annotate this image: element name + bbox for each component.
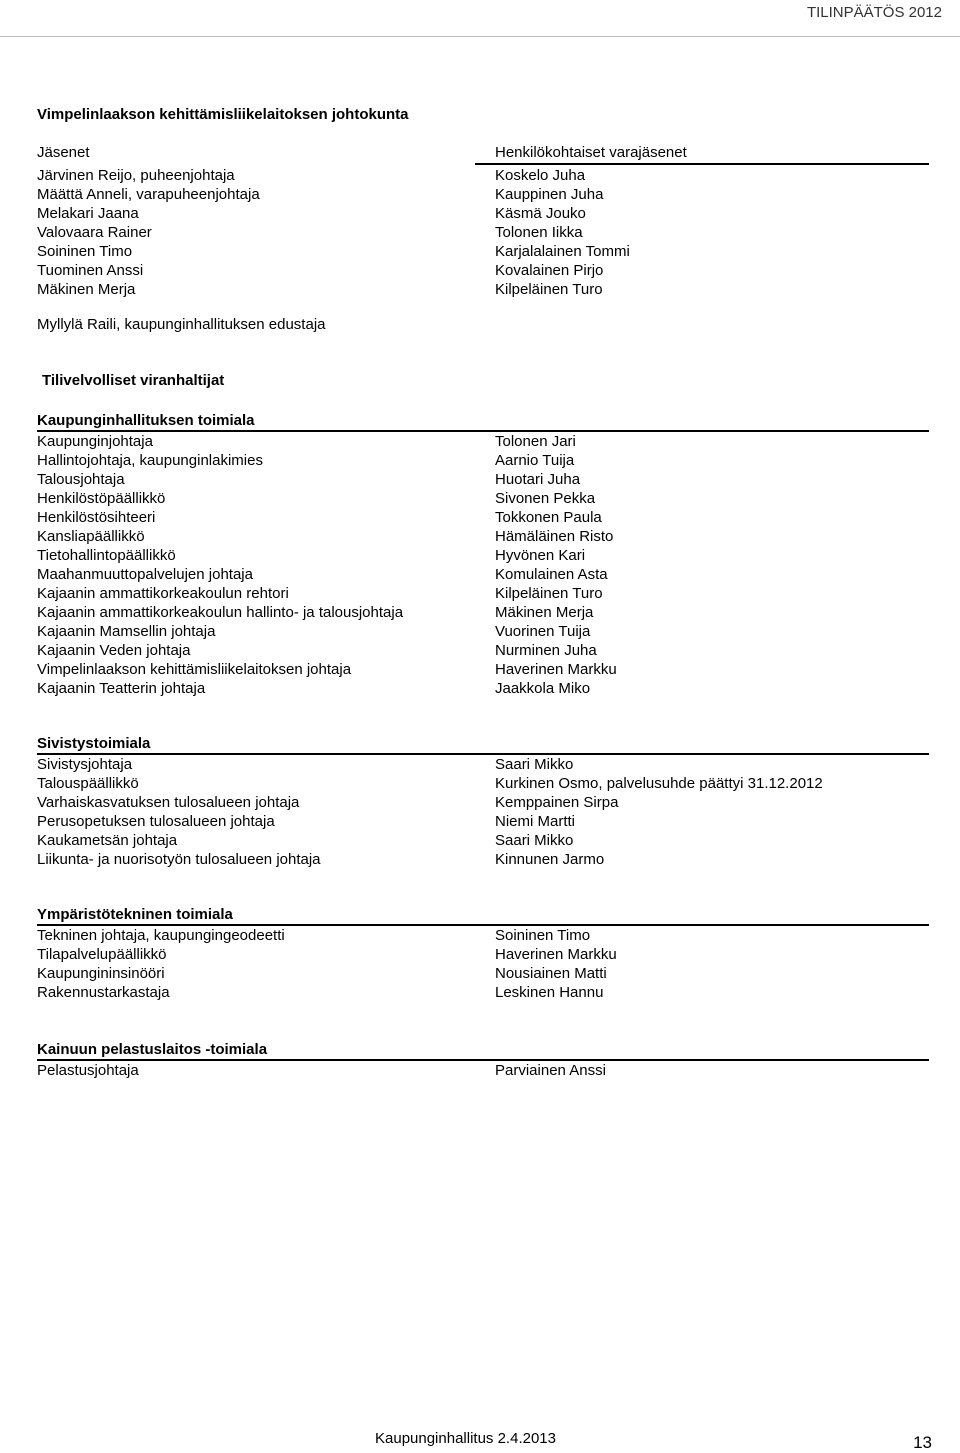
table-row bbox=[37, 470, 929, 489]
table-row bbox=[37, 812, 929, 831]
table-row bbox=[37, 945, 929, 964]
board-title: Vimpelinlaakson kehittämisliikelaitoksen johtokunta bbox=[37, 106, 409, 123]
list-item: Käsmä Jouko bbox=[495, 205, 586, 222]
position-title: Tekninen johtaja, kaupungingeodeetti bbox=[37, 927, 285, 944]
table-row bbox=[37, 755, 929, 774]
table-row bbox=[37, 964, 929, 983]
table-row bbox=[37, 983, 929, 1002]
table-row bbox=[37, 850, 929, 869]
list-item: Valovaara Rainer bbox=[37, 224, 152, 241]
section-kaupunginhallitus bbox=[37, 411, 929, 698]
list-item: Mäkinen Merja bbox=[37, 281, 136, 298]
list-item: Soininen Timo bbox=[37, 243, 133, 260]
section-pelastus bbox=[37, 1040, 929, 1080]
position-title: Tietohallintopäällikkö bbox=[37, 547, 176, 564]
position-title: Talouspäällikkö bbox=[37, 775, 139, 792]
accountable-title: Tilivelvolliset viranhaltijat bbox=[42, 372, 225, 389]
section-rows bbox=[37, 755, 929, 869]
list-item: Järvinen Reijo, puheenjohtaja bbox=[37, 167, 235, 184]
position-title: Kajaanin Teatterin johtaja bbox=[37, 680, 206, 697]
office-holder: Parviainen Anssi bbox=[495, 1062, 606, 1079]
board-columns bbox=[37, 143, 929, 301]
office-holder: Jaakkola Miko bbox=[495, 680, 591, 697]
table-row bbox=[37, 926, 929, 945]
office-holder: Hyvönen Kari bbox=[495, 547, 586, 564]
list-item: Tolonen Iikka bbox=[495, 224, 583, 241]
office-holder: Saari Mikko bbox=[495, 756, 574, 773]
position-title: Henkilöstösihteeri bbox=[37, 509, 156, 526]
office-holder: Hämäläinen Risto bbox=[495, 528, 614, 545]
office-holder: Aarnio Tuija bbox=[495, 452, 575, 469]
position-title: Henkilöstöpäällikkö bbox=[37, 490, 166, 507]
section-title: Kainuun pelastuslaitos -toimiala bbox=[37, 1041, 268, 1058]
table-row bbox=[37, 489, 929, 508]
table-row bbox=[37, 603, 929, 622]
office-holder: Tolonen Jari bbox=[495, 433, 576, 450]
section-title: Kaupunginhallituksen toimiala bbox=[37, 412, 255, 429]
table-row bbox=[37, 508, 929, 527]
position-title: Pelastusjohtaja bbox=[37, 1062, 139, 1079]
section-title: Sivistystoimiala bbox=[37, 735, 151, 752]
office-holder: Tokkonen Paula bbox=[495, 509, 602, 526]
list-item: Tuominen Anssi bbox=[37, 262, 144, 279]
table-row bbox=[37, 451, 929, 470]
position-title: Kaukametsän johtaja bbox=[37, 832, 178, 849]
position-title: Kajaanin Mamsellin johtaja bbox=[37, 623, 216, 640]
deputies-heading-rule bbox=[475, 163, 929, 165]
office-holder: Komulainen Asta bbox=[495, 566, 608, 583]
position-title: Hallintojohtaja, kaupunginlakimies bbox=[37, 452, 263, 469]
running-header: TILINPÄÄTÖS 2012 bbox=[806, 4, 942, 21]
section-rows bbox=[37, 1061, 929, 1080]
position-title: Kaupungininsinööri bbox=[37, 965, 165, 982]
office-holder: Nousiainen Matti bbox=[495, 965, 607, 982]
footer-text: Kaupunginhallitus 2.4.2013 bbox=[375, 1430, 556, 1447]
members-heading: Jäsenet bbox=[37, 144, 90, 161]
office-holder: Soininen Timo bbox=[495, 927, 591, 944]
office-holder: Vuorinen Tuija bbox=[495, 623, 591, 640]
section-sivistys bbox=[37, 734, 929, 869]
office-holder: Kemppainen Sirpa bbox=[495, 794, 619, 811]
section-title: Ympäristötekninen toimiala bbox=[37, 906, 233, 923]
position-title: Tilapalvelupäällikkö bbox=[37, 946, 167, 963]
table-row bbox=[37, 1061, 929, 1080]
position-title: Talousjohtaja bbox=[37, 471, 125, 488]
section-rows bbox=[37, 432, 929, 698]
table-row bbox=[37, 584, 929, 603]
table-row bbox=[37, 793, 929, 812]
list-item: Kovalainen Pirjo bbox=[495, 262, 604, 279]
office-holder: Niemi Martti bbox=[495, 813, 576, 830]
list-item: Määttä Anneli, varapuheenjohtaja bbox=[37, 186, 260, 203]
table-row bbox=[37, 432, 929, 451]
table-row bbox=[37, 831, 929, 850]
header-rule bbox=[0, 36, 960, 37]
position-title: Kansliapäällikkö bbox=[37, 528, 145, 545]
office-holder: Nurminen Juha bbox=[495, 642, 597, 659]
office-holder: Kilpeläinen Turo bbox=[495, 585, 603, 602]
office-holder: Haverinen Markku bbox=[495, 946, 617, 963]
list-item: Melakari Jaana bbox=[37, 205, 139, 222]
office-holder: Haverinen Markku bbox=[495, 661, 617, 678]
position-title: Kaupunginjohtaja bbox=[37, 433, 153, 450]
table-row bbox=[37, 565, 929, 584]
table-row bbox=[37, 641, 929, 660]
list-item: Kilpeläinen Turo bbox=[495, 281, 603, 298]
list-item: Karjalalainen Tommi bbox=[495, 243, 630, 260]
board-representative-section bbox=[37, 315, 929, 334]
office-holder: Mäkinen Merja bbox=[495, 604, 594, 621]
deputies-heading: Henkilökohtaiset varajäsenet bbox=[495, 144, 687, 161]
members-list bbox=[37, 166, 260, 299]
table-row bbox=[37, 660, 929, 679]
section-rows bbox=[37, 926, 929, 1002]
table-row bbox=[37, 679, 929, 698]
position-title: Rakennustarkastaja bbox=[37, 984, 170, 1001]
office-holder: Leskinen Hannu bbox=[495, 984, 604, 1001]
table-row bbox=[37, 546, 929, 565]
office-holder: Huotari Juha bbox=[495, 471, 581, 488]
table-row bbox=[37, 622, 929, 641]
position-title: Kajaanin Veden johtaja bbox=[37, 642, 191, 659]
list-item: Kauppinen Juha bbox=[495, 186, 604, 203]
page-number: 13 bbox=[913, 1433, 932, 1452]
board-representative: Myllylä Raili, kaupunginhallituksen edustaja bbox=[37, 316, 326, 333]
table-row bbox=[37, 527, 929, 546]
position-title: Kajaanin ammattikorkeakoulun hallinto- ja talousjohtaja bbox=[37, 604, 404, 621]
deputies-list bbox=[495, 166, 630, 299]
position-title: Kajaanin ammattikorkeakoulun rehtori bbox=[37, 585, 289, 602]
position-title: Sivistysjohtaja bbox=[37, 756, 133, 773]
list-item: Koskelo Juha bbox=[495, 167, 586, 184]
position-title: Perusopetuksen tulosalueen johtaja bbox=[37, 813, 275, 830]
position-title: Maahanmuuttopalvelujen johtaja bbox=[37, 566, 253, 583]
office-holder: Saari Mikko bbox=[495, 832, 574, 849]
position-title: Varhaiskasvatuksen tulosalueen johtaja bbox=[37, 794, 300, 811]
table-row bbox=[37, 774, 929, 793]
office-holder: Kurkinen Osmo, palvelusuhde päättyi 31.12.2012 bbox=[495, 775, 823, 792]
board-section bbox=[37, 105, 929, 124]
position-title: Liikunta- ja nuorisotyön tulosalueen johtaja bbox=[37, 851, 321, 868]
office-holder: Sivonen Pekka bbox=[495, 490, 596, 507]
accountable-section bbox=[42, 372, 934, 389]
position-title: Vimpelinlaakson kehittämisliikelaitoksen johtaja bbox=[37, 661, 352, 678]
section-ymparisto bbox=[37, 905, 929, 1002]
office-holder: Kinnunen Jarmo bbox=[495, 851, 605, 868]
